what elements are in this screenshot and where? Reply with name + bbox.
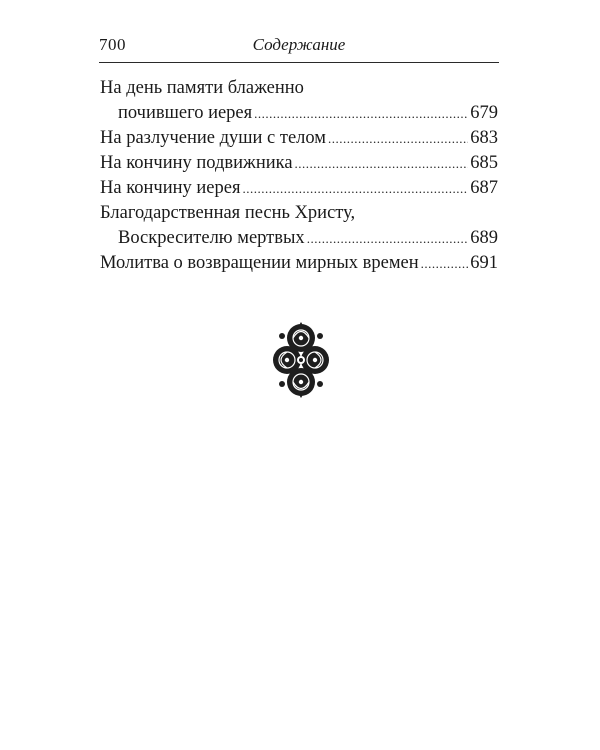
toc-entry-1[interactable] xyxy=(100,76,498,126)
leader-dots xyxy=(295,151,469,176)
toc-entry-title: Молитва о возвращении мирных времен xyxy=(100,253,419,273)
page-number: 700 xyxy=(99,35,126,54)
table-of-contents xyxy=(100,76,498,276)
toc-entry-4[interactable] xyxy=(100,176,498,201)
toc-entry-title: На кончину иерея xyxy=(100,178,241,198)
toc-page-number: 683 xyxy=(470,128,498,148)
toc-entry-title: На разлучение души с телом xyxy=(100,128,327,148)
toc-entry-title: На кончину подвижника xyxy=(100,153,293,173)
toc-page-number: 685 xyxy=(470,153,498,173)
toc-entry-5[interactable] xyxy=(100,201,498,251)
running-title: Содержание xyxy=(252,35,346,54)
toc-entry-3[interactable] xyxy=(100,151,498,176)
leader-dots xyxy=(307,226,469,251)
leader-dots xyxy=(242,176,468,201)
leader-dots xyxy=(254,101,468,126)
toc-page-number: 679 xyxy=(470,103,498,123)
toc-entry-6[interactable] xyxy=(100,251,498,276)
toc-page-number: 687 xyxy=(470,178,498,198)
cross-ornament-icon xyxy=(272,321,330,399)
leader-dots xyxy=(421,251,469,276)
toc-entry-title-cont: Воскресителю мертвых xyxy=(118,228,305,248)
leader-dots xyxy=(328,126,468,151)
page-header xyxy=(99,28,499,63)
toc-entry-2[interactable] xyxy=(100,126,498,151)
toc-entry-title: На день памяти блаженно xyxy=(100,78,304,98)
toc-page-number: 691 xyxy=(470,253,498,273)
toc-entry-title: Благодарственная песнь Христу, xyxy=(100,203,356,223)
toc-entry-title-cont: почившего иерея xyxy=(118,103,253,123)
toc-page-number: 689 xyxy=(470,228,498,248)
